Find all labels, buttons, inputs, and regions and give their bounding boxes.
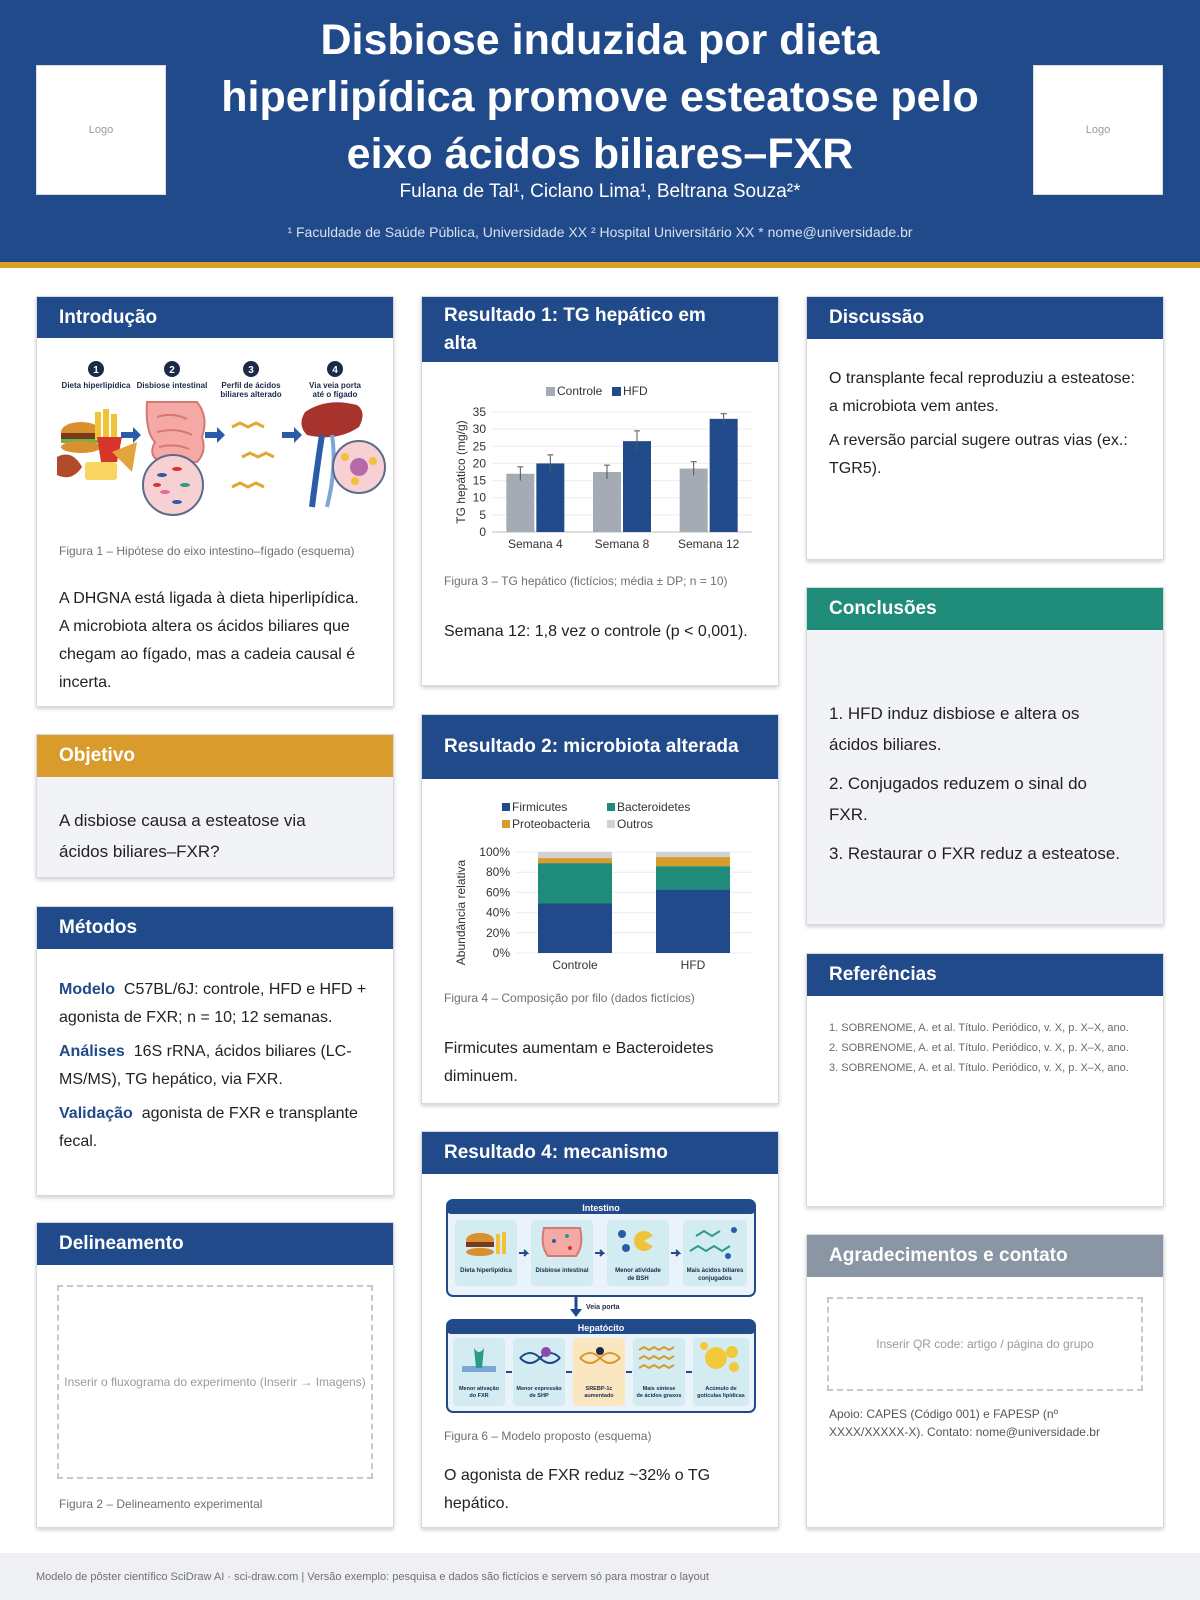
text-line: A microbiota altera os ácidos biliares que [59, 618, 350, 635]
y-axis-label: Abundância relativa [454, 859, 468, 966]
bottom-step-5-label-2: gotículas lipídicas [697, 1393, 745, 1399]
header-stripe [0, 262, 1200, 268]
panel-objetivo [36, 734, 394, 878]
authors: Fulana de Tal¹, Ciclano Lima¹, Beltrana Souza²* [399, 181, 801, 202]
bar-segment-firmicutes-hfd [656, 889, 730, 953]
legend-swatch-firmicutes [502, 803, 510, 811]
panel-agradecimentos [806, 1234, 1164, 1528]
panel-resultado-2 [421, 714, 779, 1104]
objetivo-text [59, 805, 371, 867]
y-axis-label: TG hepático (mg/g) [454, 420, 468, 524]
legend-swatch-bacteroidetes [607, 803, 615, 811]
bar-segment-proteobacteria-controle [538, 858, 612, 863]
step-3-marker [243, 361, 259, 377]
bottom-step-1-label-2: do FXR [469, 1393, 489, 1399]
panel-metodos [36, 906, 394, 1196]
text-line: XXXX/XXXXX-X). Contato: nome@universidade.br [829, 1425, 1100, 1439]
conclusoes-text [829, 698, 1141, 869]
top-step-1-label: Dieta hiperlipídica [460, 1268, 512, 1274]
title-line-2: hiperlipídica promove esteatose pelo [221, 73, 979, 121]
text-line: diminuem. [444, 1068, 518, 1085]
x-tick-label: Semana 4 [507, 537, 563, 551]
bottom-step-1-label-1: Menor ativação [458, 1386, 500, 1392]
bar-segment-proteobacteria-hfd [656, 857, 730, 866]
arrow-icon [282, 427, 302, 443]
bar-hfd-1 [536, 463, 564, 532]
text-line: ácidos biliares. [829, 735, 942, 754]
footer-text: Modelo de pôster científico SciDraw AI · sci-draw.com | Versão exemplo: pesquisa e dados são fictícios e servem só para mostrar o layout [36, 1571, 709, 1583]
panel-delineamento [36, 1222, 394, 1528]
logo-right-placeholder: Logo [1033, 65, 1163, 195]
panel-conclusoes [806, 587, 1164, 925]
y-tick-label: 30 [472, 422, 486, 437]
bar-segment-outros-hfd [656, 852, 730, 857]
text-line: chegam ao fígado, mas a cadeia causal é [59, 646, 356, 663]
x-tick-label: HFD [680, 958, 706, 972]
legend-label-hfd: HFD [623, 384, 648, 398]
title-line-3: eixo ácidos biliares–FXR [346, 130, 854, 178]
bottom-step-4-label-2: de ácidos graxos [636, 1393, 682, 1399]
panel-title: Referências [807, 954, 1163, 996]
text-line: agonista de FXR e transplante [141, 1105, 358, 1122]
top-step-2-label: Disbiose intestinal [535, 1268, 589, 1274]
intestine-icon [543, 1228, 582, 1256]
intro-text [59, 585, 371, 697]
panel-title: Delineamento [37, 1223, 393, 1265]
step-4-label-1: Via veia porta [309, 381, 361, 390]
text-line: ácidos biliares–FXR? [59, 842, 220, 861]
keyword-modelo: Modelo [59, 981, 115, 998]
qr-code-placeholder[interactable]: Inserir QR code: artigo / página do grupo [827, 1297, 1143, 1391]
title-line-1: Disbiose induzida por dieta [320, 16, 880, 64]
intestino-label: Intestino [582, 1203, 620, 1213]
reference-item: 2. SOBRENOME, A. et al. Título. Periódico, v. X, p. X–X, ano. [829, 1042, 1129, 1054]
panel-title: Métodos [37, 907, 393, 949]
top-step-4-label-1: Mais ácidos biliares [686, 1268, 744, 1274]
text-line: A reversão parcial sugere outras vias (ex.: [829, 432, 1128, 449]
panel-title [422, 297, 778, 362]
bar-segment-bacteroidetes-controle [538, 863, 612, 903]
x-tick-label: Semana 12 [677, 537, 740, 551]
logo-left-placeholder: Logo [36, 65, 166, 195]
text-line: Firmicutes aumentam e Bacteroidetes [444, 1040, 714, 1057]
bottom-step-2-label-2: de SHP [529, 1393, 549, 1399]
y-tick-label: 60% [485, 885, 510, 900]
panel-discussao [806, 296, 1164, 560]
x-tick-label: Controle [552, 958, 598, 972]
y-tick-label: 15 [472, 473, 486, 488]
text-line: incerta. [59, 674, 112, 691]
text-line: fecal. [59, 1133, 98, 1150]
burger-icon [466, 1232, 506, 1256]
panel-referencias [806, 953, 1164, 1207]
affiliations: ¹ Faculdade de Saúde Pública, Universidade XX ² Hospital Universitário XX * nome@universidade.br [287, 224, 913, 240]
arrow-icon [121, 427, 141, 443]
reference-item: 1. SOBRENOME, A. et al. Título. Periódico, v. X, p. X–X, ano. [829, 1022, 1129, 1034]
panel-title: Discussão [807, 297, 1163, 339]
agradecimentos-text [829, 1405, 1141, 1441]
arrow-icon [205, 427, 225, 443]
method-modelo [59, 976, 371, 1004]
y-tick-label: 10 [472, 490, 486, 505]
y-tick-label: 25 [472, 439, 486, 454]
text-line: 1. HFD induz disbiose e altera os [829, 704, 1080, 723]
y-tick-label: 20 [472, 456, 486, 471]
text-line: A disbiose causa a esteatose via [59, 811, 306, 830]
y-tick-label: 80% [485, 865, 510, 880]
resultado-1-text: Semana 12: 1,8 vez o controle (p < 0,001). [444, 623, 748, 640]
discussao-text [829, 365, 1141, 483]
resultado-4-text [444, 1462, 756, 1518]
veia-porta-label: Veia porta [586, 1304, 620, 1311]
text-line: O agonista de FXR reduz ~32% o TG [444, 1467, 711, 1484]
intestine-icon [143, 402, 205, 515]
panel-title: Conclusões [807, 588, 1163, 630]
y-tick-label: 0 [479, 525, 486, 539]
bar-controle-3 [680, 469, 708, 532]
bar-controle-2 [593, 472, 621, 532]
step-4-number: 4 [332, 365, 338, 376]
method-analises [59, 1038, 371, 1066]
y-tick-label: 20% [485, 925, 510, 940]
reference-item: 3. SOBRENOME, A. et al. Título. Periódico, v. X, p. X–X, ano. [829, 1062, 1129, 1074]
text-line: FXR. [829, 805, 868, 824]
food-icon [57, 409, 137, 480]
bottom-step-4-label-1: Mais síntese [642, 1386, 676, 1392]
poster-title [190, 12, 1010, 183]
panel-title: Objetivo [37, 735, 393, 777]
references-list [829, 1018, 1143, 1078]
legend-label-controle: Controle [557, 384, 603, 398]
y-tick-label: 35 [472, 405, 486, 419]
y-tick-label: 5 [479, 507, 486, 522]
top-step-3-label-1: Menor atividade [615, 1268, 661, 1274]
top-step-3-label-2: de BSH [627, 1276, 649, 1282]
keyword-analises: Análises [59, 1043, 125, 1060]
resultado-2-text [444, 1035, 756, 1091]
bar-segment-bacteroidetes-hfd [656, 866, 730, 889]
bottom-step-5-label-1: Acúmulo de [705, 1386, 737, 1392]
text-line: C57BL/6J: controle, HFD e HFD + [123, 981, 367, 998]
metodos-text [59, 976, 371, 1156]
legend-swatch-hfd [612, 387, 621, 396]
legend-label-bacteroidetes: Bacteroidetes [617, 800, 691, 814]
x-tick-label: Semana 8 [594, 537, 650, 551]
bottom-step-3-label-2: aumentado [584, 1393, 614, 1399]
text-line: a microbiota vem antes. [829, 398, 999, 415]
bar-hfd-3 [710, 419, 738, 532]
figure-2-caption: Figura 2 – Delineamento experimental [59, 1497, 263, 1511]
text-line: A DHGNA está ligada à dieta hiperlipídica. [59, 590, 359, 607]
bar-controle-1 [506, 474, 534, 532]
legend-label-firmicutes: Firmicutes [512, 800, 568, 814]
y-tick-label: 40% [485, 905, 510, 920]
step-1-number: 1 [93, 365, 99, 376]
step-2-number: 2 [169, 365, 175, 376]
figure-1-schematic [37, 357, 393, 537]
panel-title: Resultado 4: mecanismo [422, 1132, 778, 1174]
title-line: Resultado 1: TG hepático em [444, 304, 706, 326]
text-line: 3. Restaurar o FXR reduz a esteatose. [829, 844, 1121, 863]
text-line: 2. Conjugados reduzem o sinal do [829, 774, 1087, 793]
figure-6-caption: Figura 6 – Modelo proposto (esquema) [444, 1429, 652, 1443]
panel-title: Introdução [37, 297, 393, 338]
text-line: hepático. [444, 1495, 509, 1512]
bar-segment-outros-controle [538, 852, 612, 858]
bottom-step-2-label-1: Menor expressão [516, 1386, 562, 1392]
step-1-marker [88, 361, 104, 377]
bar-hfd-2 [623, 441, 651, 532]
y-tick-label: 0% [492, 946, 510, 960]
text-line: Apoio: CAPES (Código 001) e FAPESP (nº [829, 1407, 1058, 1421]
panel-title: Agradecimentos e contato [807, 1235, 1163, 1277]
flowchart-placeholder[interactable]: Inserir o fluxograma do experimento (Inserir → Imagens) [57, 1285, 373, 1479]
hepatocito-label: Hepatócito [577, 1323, 625, 1333]
step-3-number: 3 [248, 365, 254, 376]
figure-3-bar-chart [422, 382, 778, 582]
panel-title: Resultado 2: microbiota alterada [422, 715, 778, 779]
step-3-label-2: biliares alterado [220, 390, 282, 399]
liver-icon [301, 402, 385, 507]
text-line: TGR5). [829, 460, 882, 477]
figure-1-caption: Figura 1 – Hipótese do eixo intestino–fígado (esquema) [59, 544, 355, 558]
legend-swatch-controle [546, 387, 555, 396]
text-line: MS/MS), TG hepático, via FXR. [59, 1071, 283, 1088]
bottom-step-3-label-1: SREBP-1c [585, 1386, 613, 1392]
panel-resultado-4 [421, 1131, 779, 1528]
figure-4-caption: Figura 4 – Composição por filo (dados fictícios) [444, 991, 695, 1005]
text-line: 16S rRNA, ácidos biliares (LC- [133, 1043, 352, 1060]
legend-swatch-outros [607, 820, 615, 828]
text-line: agonista de FXR; n = 10; 12 semanas. [59, 1009, 333, 1026]
figure-6-mechanism-diagram [422, 1196, 778, 1416]
legend-label-proteobacteria: Proteobacteria [512, 817, 591, 831]
step-4-marker [327, 361, 343, 377]
top-step-4-label-2: conjugados [698, 1276, 732, 1282]
title-line: alta [444, 332, 477, 354]
legend-label-outros: Outros [617, 817, 654, 831]
step-1-label: Dieta hiperlipídica [61, 381, 131, 390]
panel-introducao [36, 296, 394, 707]
legend-swatch-proteobacteria [502, 820, 510, 828]
y-tick-label: 100% [479, 845, 510, 859]
step-4-label-2: até o fígado [312, 390, 358, 399]
figure-3-caption: Figura 3 – TG hepático (fictícios; média ± DP; n = 10) [444, 574, 728, 588]
text-line: O transplante fecal reproduziu a esteatose: [829, 370, 1135, 387]
step-2-marker [164, 361, 180, 377]
figure-4-stacked-bar-chart [422, 798, 778, 988]
method-validacao [59, 1100, 371, 1128]
step-3-label-1: Perfil de ácidos [221, 381, 281, 390]
keyword-validacao: Validação [59, 1105, 133, 1122]
bar-segment-firmicutes-controle [538, 904, 612, 953]
panel-resultado-1 [421, 296, 779, 686]
bottom-steps [453, 1338, 749, 1406]
step-2-label: Disbiose intestinal [136, 381, 208, 390]
bile-acid-molecules-icon [232, 423, 274, 487]
